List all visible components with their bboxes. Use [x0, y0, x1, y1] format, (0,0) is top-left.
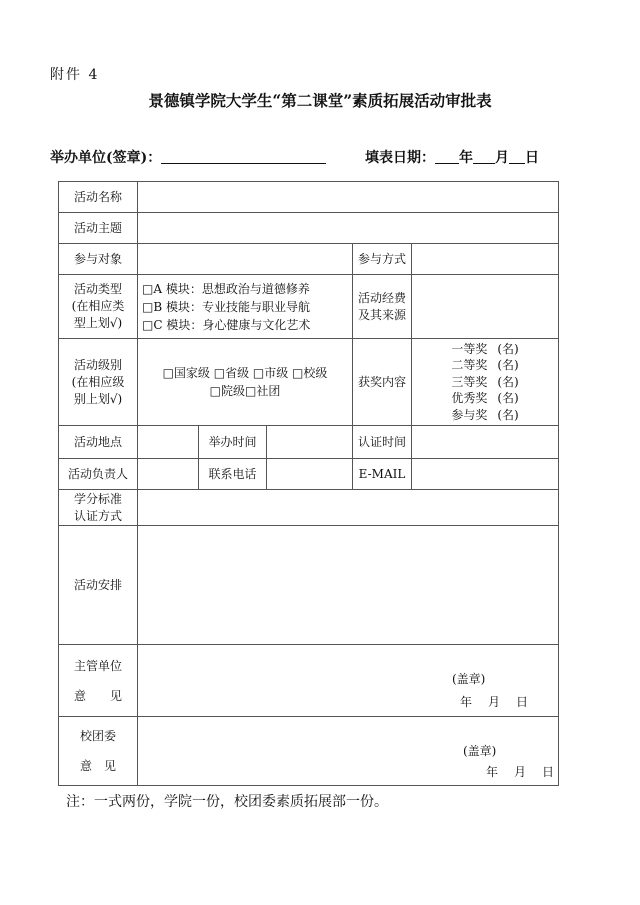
award-count: (名) — [497, 407, 519, 422]
activity-type-options — [138, 275, 353, 339]
award-content-label: 获奖内容 — [353, 339, 412, 426]
league-label-line1: 校团委 — [79, 729, 116, 743]
organizer-label: 举办单位(签章)： — [50, 150, 162, 166]
award-item[interactable] — [451, 407, 518, 424]
award-count: (名) — [497, 358, 519, 373]
supervisor-opinion-input[interactable] — [138, 645, 559, 717]
credit-label-line1: 学分标准 — [73, 491, 122, 506]
activity-type-label-line1: 活动类型 — [73, 282, 122, 296]
participants-label: 参与对象 — [59, 244, 138, 275]
activity-type-label — [59, 275, 138, 339]
funding-input[interactable] — [412, 275, 559, 339]
module-c-checkbox[interactable]: □C 模块：身心健康与文化艺术 — [142, 317, 311, 332]
league-date-year: 年 — [486, 765, 499, 779]
row-activity-theme — [59, 213, 559, 244]
funding-label-line2: 及其来源 — [357, 307, 406, 322]
location-label: 活动地点 — [59, 426, 138, 459]
activity-name-input[interactable] — [138, 182, 559, 213]
arrangement-input[interactable] — [138, 526, 559, 645]
credit-label-line2: 认证方式 — [73, 508, 122, 523]
row-participants — [59, 244, 559, 275]
league-label-line2: 意 见 — [79, 759, 116, 773]
supervisor-opinion-label — [59, 645, 138, 717]
fill-month-label: 月 — [495, 150, 509, 166]
row-activity-level — [59, 339, 559, 426]
row-supervisor-opinion — [59, 645, 559, 717]
location-input[interactable] — [138, 426, 199, 459]
row-credit — [59, 490, 559, 526]
activity-type-label-line2: (在相应类 — [71, 299, 125, 313]
activity-level-label-line2: (在相应级 — [71, 374, 125, 389]
contact-phone-input[interactable] — [267, 459, 353, 490]
footnote: 注：一式两份，学院一份，校团委素质拓展部一份。 — [66, 794, 388, 810]
module-b-checkbox[interactable]: □B 模块：专业技能与职业导航 — [142, 299, 310, 314]
award-list — [412, 339, 559, 426]
award-item[interactable] — [451, 341, 518, 358]
award-item[interactable] — [451, 390, 518, 407]
row-league-opinion — [59, 717, 559, 786]
fill-day-blank[interactable] — [509, 148, 525, 164]
award-name: 二等奖 — [451, 358, 488, 373]
league-date-day: 日 — [542, 765, 555, 779]
row-arrangement — [59, 526, 559, 645]
funding-label — [353, 275, 412, 339]
activity-level-label-line1: 活动级别 — [73, 357, 122, 372]
person-in-charge-input[interactable] — [138, 459, 199, 490]
row-activity-name — [59, 182, 559, 213]
league-date-month: 月 — [514, 765, 527, 779]
fill-year-blank[interactable] — [435, 148, 459, 164]
activity-level-label — [59, 339, 138, 426]
arrangement-label: 活动安排 — [59, 526, 138, 645]
form-title: 景德镇学院大学生“第二课堂”素质拓展活动审批表 — [148, 91, 492, 110]
organizer-signature-line[interactable] — [161, 148, 326, 164]
supervisor-date — [460, 693, 528, 710]
row-activity-type — [59, 275, 559, 339]
attachment-label: 附件 4 — [50, 67, 100, 83]
participants-input[interactable] — [138, 244, 353, 275]
activity-level-options — [138, 339, 353, 426]
award-count: (名) — [497, 391, 519, 406]
supervisor-stamp-label: (盖章) — [452, 672, 486, 686]
email-input[interactable] — [412, 459, 559, 490]
funding-label-line1: 活动经费 — [357, 290, 406, 305]
cert-time-label: 认证时间 — [353, 426, 412, 459]
organizer-field — [50, 147, 326, 167]
supervisor-date-month: 月 — [488, 695, 501, 709]
fill-month-blank[interactable] — [473, 148, 495, 164]
league-stamp-label: (盖章) — [463, 744, 497, 758]
supervisor-label-line1: 主管单位 — [73, 658, 122, 673]
supervisor-date-year: 年 — [460, 695, 473, 709]
fill-date-label: 填表日期： — [365, 150, 435, 166]
activity-level-label-line3: 别上划√) — [73, 391, 123, 406]
approval-form-table — [58, 181, 559, 786]
league-opinion-label — [59, 717, 138, 786]
league-date — [486, 763, 554, 780]
activity-theme-input[interactable] — [138, 213, 559, 244]
fill-day-label: 日 — [525, 150, 539, 166]
award-name: 一等奖 — [451, 341, 488, 356]
credit-standard-label — [59, 490, 138, 526]
module-a-checkbox[interactable]: □A 模块：思想政治与道德修养 — [142, 281, 310, 296]
award-name: 参与奖 — [451, 407, 488, 422]
activity-type-label-line3: 型上划√) — [73, 316, 123, 330]
activity-theme-label: 活动主题 — [59, 213, 138, 244]
cert-time-input[interactable] — [412, 426, 559, 459]
fill-year-label: 年 — [459, 150, 473, 166]
hold-time-label: 举办时间 — [199, 426, 267, 459]
row-contact — [59, 459, 559, 490]
award-item[interactable] — [451, 374, 518, 391]
award-count: (名) — [497, 374, 519, 389]
participation-mode-label: 参与方式 — [353, 244, 412, 275]
contact-phone-label: 联系电话 — [199, 459, 267, 490]
email-label: E-MAIL — [353, 459, 412, 490]
supervisor-date-day: 日 — [516, 695, 529, 709]
participation-mode-input[interactable] — [412, 244, 559, 275]
league-opinion-input[interactable] — [138, 717, 559, 786]
award-item[interactable] — [451, 357, 518, 374]
hold-time-input[interactable] — [267, 426, 353, 459]
award-name: 优秀奖 — [451, 391, 488, 406]
supervisor-label-line2: 意 见 — [73, 688, 122, 703]
award-name: 三等奖 — [451, 374, 488, 389]
level-options-row1[interactable]: □国家级 □省级 □市级 □校级 — [162, 366, 328, 380]
row-location-time — [59, 426, 559, 459]
person-in-charge-label: 活动负责人 — [59, 459, 138, 490]
fill-date-field — [365, 147, 539, 167]
credit-standard-input[interactable] — [138, 490, 559, 526]
level-options-row2[interactable]: □院级□社团 — [209, 384, 281, 398]
award-count: (名) — [497, 341, 519, 356]
activity-name-label: 活动名称 — [59, 182, 138, 213]
